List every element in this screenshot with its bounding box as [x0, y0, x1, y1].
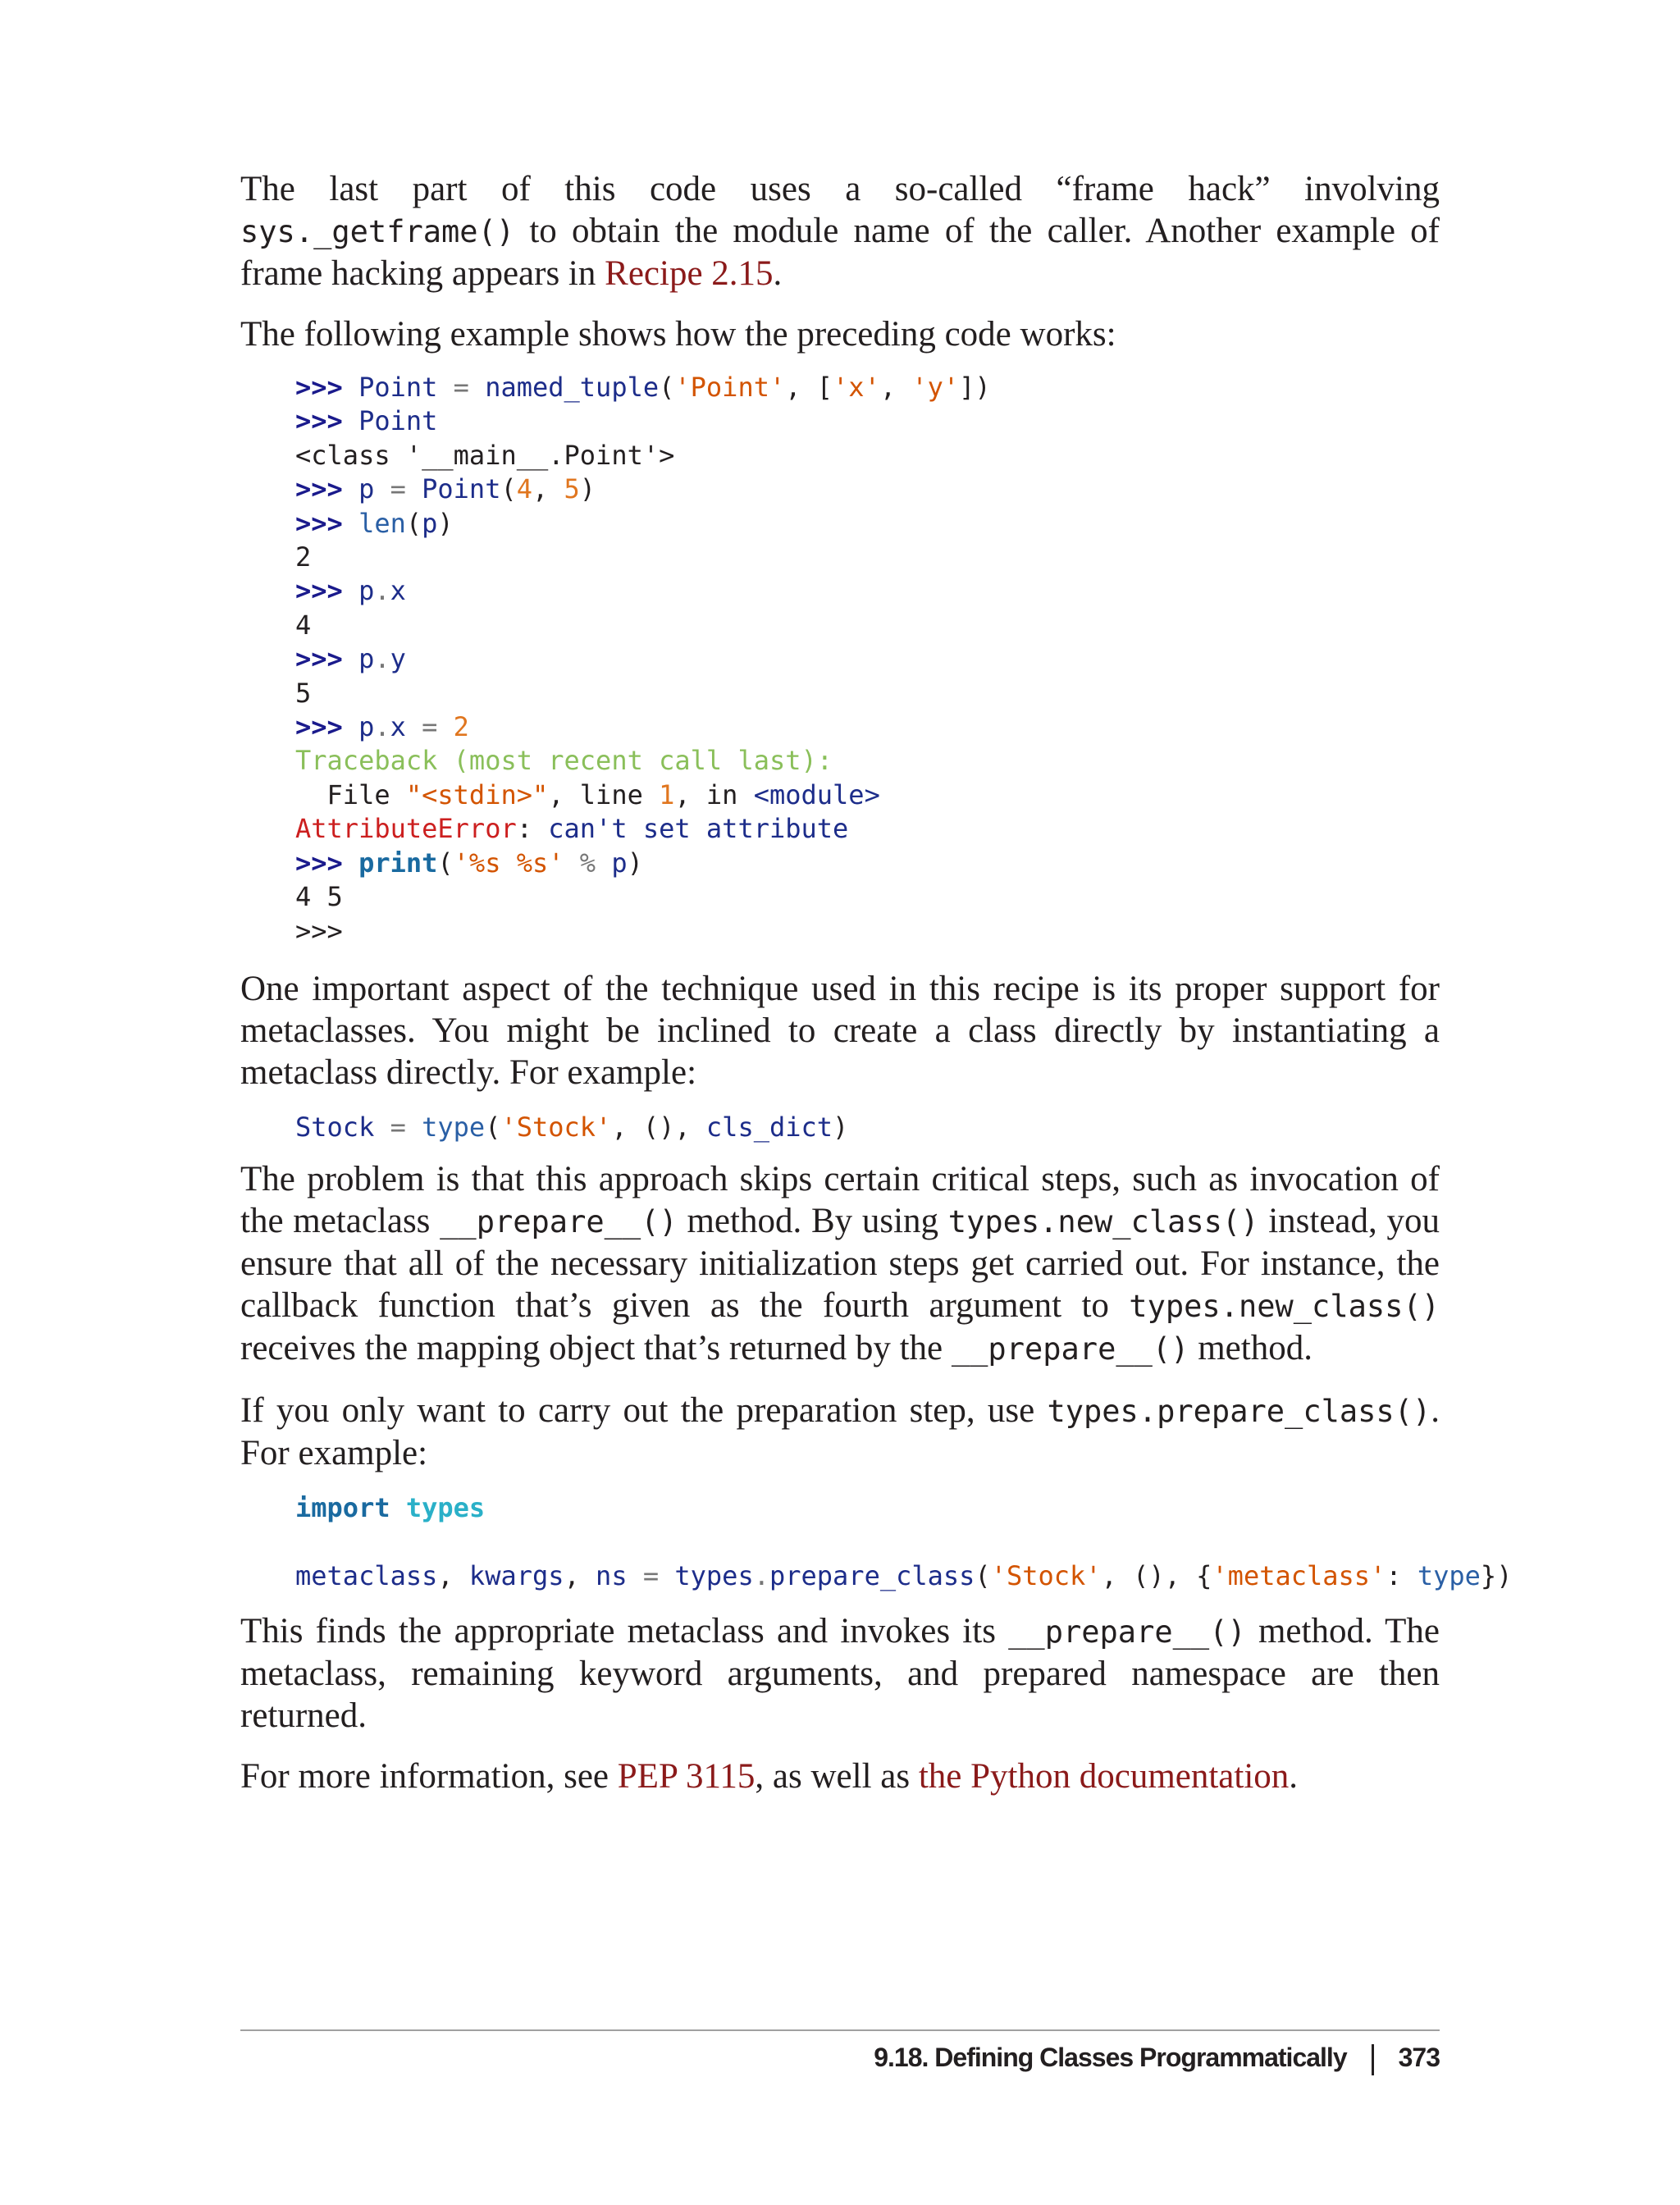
paragraph-example-intro: The following example shows how the preceding code works:	[240, 315, 1116, 354]
text: . For example:	[240, 1391, 1440, 1473]
footer-section-title: 9.18. Defining Classes Programmatically	[874, 2043, 1347, 2072]
code-line: >>> Point	[295, 405, 438, 437]
code-line: Traceback (most recent call last):	[295, 745, 833, 777]
text: The last part of this code uses a so-called “frame hack” involving	[240, 170, 1440, 208]
text: This finds the appropriate metaclass and invokes its	[240, 1611, 1009, 1650]
paragraph-frame-hack	[240, 168, 1440, 294]
page-content	[240, 168, 1513, 1797]
code-line: >>> p.x	[295, 575, 406, 607]
pep-3115-link[interactable]: PEP 3115	[617, 1756, 756, 1796]
code-line: import types	[295, 1492, 486, 1524]
code-line: >>> len(p)	[295, 507, 454, 539]
paragraph-prepare-problem	[240, 1158, 1440, 1370]
code-line: 5	[295, 677, 312, 709]
python-docs-link[interactable]: the Python documentation	[918, 1756, 1290, 1796]
inline-code: types.prepare_class()	[1047, 1394, 1431, 1430]
text: method. By using	[677, 1202, 948, 1241]
code-line: >>> p.y	[295, 643, 406, 675]
page-number: 373	[1398, 2043, 1440, 2072]
inline-code: types.new_class()	[947, 1204, 1259, 1240]
code-line: 4 5	[295, 881, 343, 913]
code-line: Stock = type('Stock', (), cls_dict)	[295, 1111, 849, 1143]
text: instead, you ensure that all of the necessary initialization steps get carried out. For instance, the callback function that’s given as the fourth argument to	[240, 1202, 1440, 1326]
code-line: 4	[295, 609, 312, 641]
text: to obtain the module name of the caller. Another example of frame hacking appears in	[240, 212, 1440, 293]
text: method.	[1189, 1329, 1312, 1368]
code-line: >>> Point = named_tuple('Point', ['x', 'y'])	[295, 372, 991, 403]
inline-code: types.new_class()	[1129, 1289, 1440, 1325]
code-line: AttributeError: can't set attribute	[295, 813, 849, 845]
inline-code: __prepare__()	[951, 1331, 1189, 1367]
code-block-type-call	[240, 1111, 1440, 1144]
inline-code: __prepare__()	[440, 1204, 678, 1240]
code-block-prepare-class	[240, 1491, 1513, 1593]
paragraph-prepare-class	[240, 1390, 1440, 1474]
inline-code: __prepare__()	[1008, 1614, 1246, 1650]
text: If you only want to carry out the preparation step, use	[240, 1391, 1048, 1431]
footer-separator	[1372, 2044, 1374, 2075]
paragraph-more-info	[240, 1755, 1440, 1797]
footer-divider	[240, 2029, 1440, 2031]
code-line: metaclass, kwargs, ns = types.prepare_class('Stock', (), {'metaclass': type})	[295, 1560, 1513, 1592]
recipe-link[interactable]: Recipe 2.15	[605, 254, 774, 293]
code-line: >>> print('%s %s' % p)	[295, 847, 643, 879]
code-line: >>> p = Point(4, 5)	[295, 473, 596, 505]
text: For more information, see	[240, 1756, 618, 1796]
text: The problem is that this approach skips certain critical steps, such as invocation of the metaclass	[240, 1160, 1440, 1241]
inline-code: sys._getframe()	[240, 214, 515, 249]
text: .	[773, 254, 783, 293]
code-line: File "<stdin>", line 1, in <module>	[295, 778, 880, 810]
code-block-repl	[240, 371, 1440, 948]
code-line: >>> p.x = 2	[295, 711, 469, 743]
text: .	[1289, 1756, 1299, 1796]
text: , as well as	[755, 1756, 919, 1796]
paragraph-finds-metaclass	[240, 1610, 1440, 1737]
page-footer	[874, 2043, 1440, 2075]
text: method. The metaclass, remaining keyword arguments, and prepared namespace are then returned.	[240, 1611, 1440, 1735]
code-line: 2	[295, 541, 312, 573]
code-line: >>>	[295, 915, 343, 947]
text: receives the mapping object that’s returned by the	[240, 1329, 952, 1368]
code-line: <class '__main__.Point'>	[295, 439, 675, 471]
paragraph-metaclass-support: One important aspect of the technique used in this recipe is its proper support for metaclasses. You might be inclined to create a class directly by instantiating a metaclass directly. For example:	[240, 969, 1440, 1092]
